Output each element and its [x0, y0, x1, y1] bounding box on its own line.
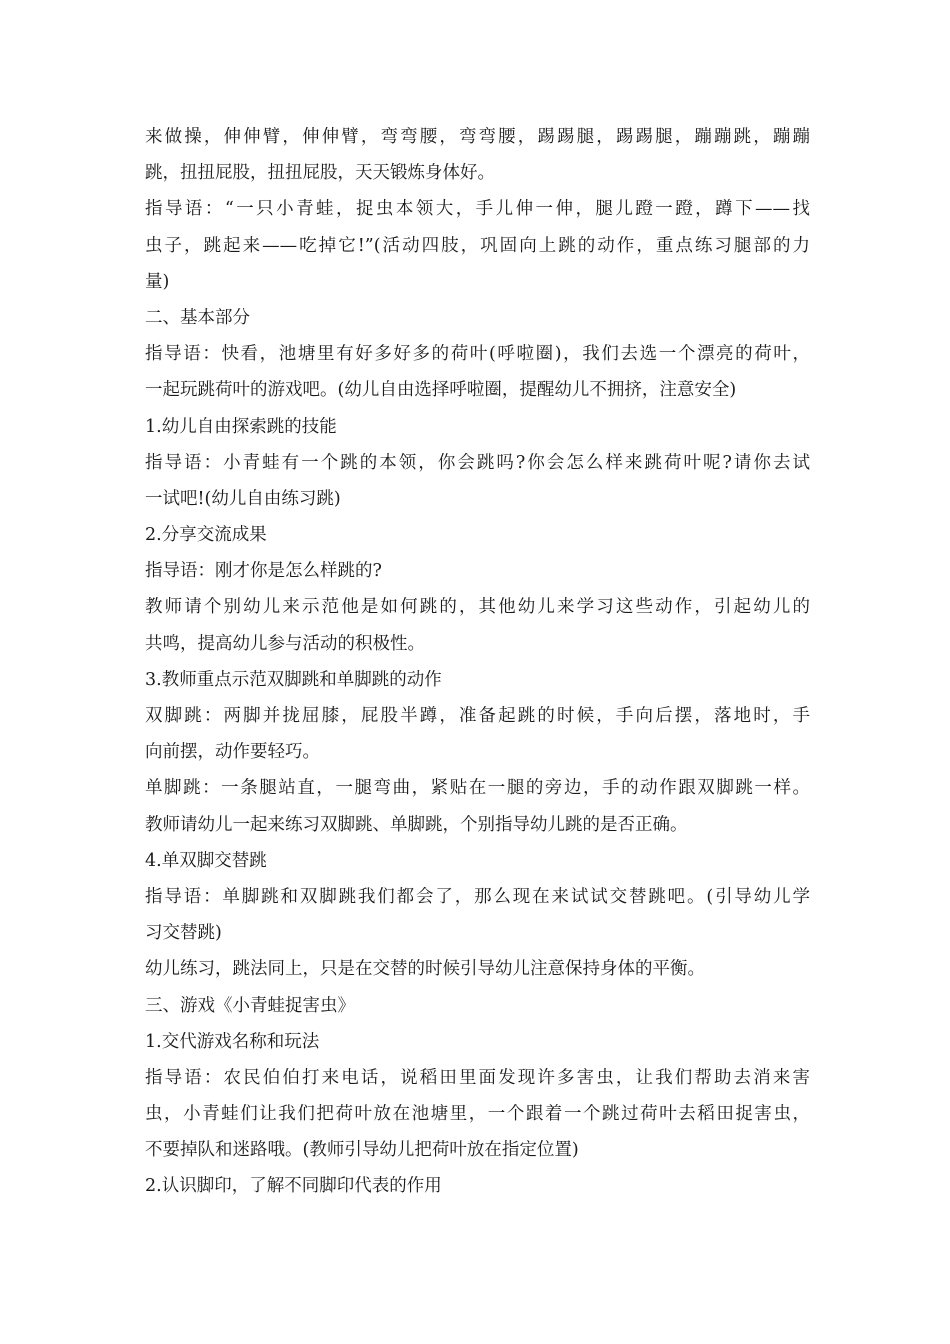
text-line: 量) — [145, 271, 170, 292]
subsection-heading: 2.认识脚印，了解不同脚印代表的作用 — [145, 1176, 442, 1197]
subsection-heading: 3.教师重点示范双脚跳和单脚跳的动作 — [145, 669, 442, 690]
text-line: 教师请个别幼儿来示范他是如何跳的，其他幼儿来学习这些动作，引起幼儿的 — [145, 597, 810, 618]
text-line: 虫子，跳起来——吃掉它!”(活动四肢，巩固向上跳的动作，重点练习腿部的力 — [145, 235, 810, 256]
text-line: 单脚跳：一条腿站直，一腿弯曲，紧贴在一腿的旁边，手的动作跟双脚跳一样。 — [145, 778, 810, 799]
text-line: 共鸣，提高幼儿参与活动的积极性。 — [145, 633, 425, 654]
text-line: 一试吧!(幼儿自由练习跳) — [145, 488, 341, 509]
text-line: 教师请幼儿一起来练习双脚跳、单脚跳，个别指导幼儿跳的是否正确。 — [145, 814, 688, 835]
text-line: 指导语：单脚跳和双脚跳我们都会了，那么现在来试试交替跳吧。(引导幼儿学 — [145, 886, 810, 907]
subsection-heading: 4.单双脚交替跳 — [145, 850, 267, 871]
text-line: 不要掉队和迷路哦。(教师引导幼儿把荷叶放在指定位置) — [145, 1140, 579, 1161]
text-line: 双脚跳：两脚并拢屈膝，屁股半蹲，准备起跳的时候，手向后摆，落地时，手 — [145, 706, 810, 726]
document-body — [145, 119, 810, 1205]
text-line: 习交替跳) — [145, 923, 222, 944]
text-line: 指导语：小青蛙有一个跳的本领，你会跳吗?你会怎么样来跳荷叶呢?请你去试 — [145, 452, 810, 473]
section-heading: 二、基本部分 — [145, 307, 250, 328]
subsection-heading: 1.幼儿自由探索跳的技能 — [145, 416, 337, 437]
text-line: 指导语：快看，池塘里有好多好多的荷叶(呼啦圈)，我们去选一个漂亮的荷叶， — [145, 344, 810, 365]
subsection-heading: 1.交代游戏名称和玩法 — [145, 1031, 320, 1052]
text-line: 一起玩跳荷叶的游戏吧。(幼儿自由选择呼啦圈，提醒幼儿不拥挤，注意安全) — [145, 380, 737, 401]
text-line: 幼儿练习，跳法同上，只是在交替的时候引导幼儿注意保持身体的平衡。 — [145, 959, 705, 980]
text-line: 向前摆，动作要轻巧。 — [145, 742, 320, 763]
text-line: 来做操，伸伸臂，伸伸臂，弯弯腰，弯弯腰，踢踢腿，踢踢腿，蹦蹦跳，蹦蹦 — [145, 127, 810, 147]
text-line: 指导语：农民伯伯打来电话，说稻田里面发现许多害虫，让我们帮助去消来害 — [145, 1067, 810, 1088]
text-line: 跳，扭扭屁股，扭扭屁股，天天锻炼身体好。 — [145, 163, 495, 184]
text-line: 指导语：刚才你是怎么样跳的? — [145, 561, 382, 582]
text-line: 虫，小青蛙们让我们把荷叶放在池塘里，一个跟着一个跳过荷叶去稻田捉害虫， — [145, 1104, 810, 1125]
subsection-heading: 2.分享交流成果 — [145, 525, 267, 546]
section-heading: 三、游戏《小青蛙捉害虫》 — [145, 995, 355, 1016]
text-line: 指导语：“一只小青蛙，捉虫本领大，手儿伸一伸，腿儿蹬一蹬，蹲下——找 — [145, 199, 810, 220]
